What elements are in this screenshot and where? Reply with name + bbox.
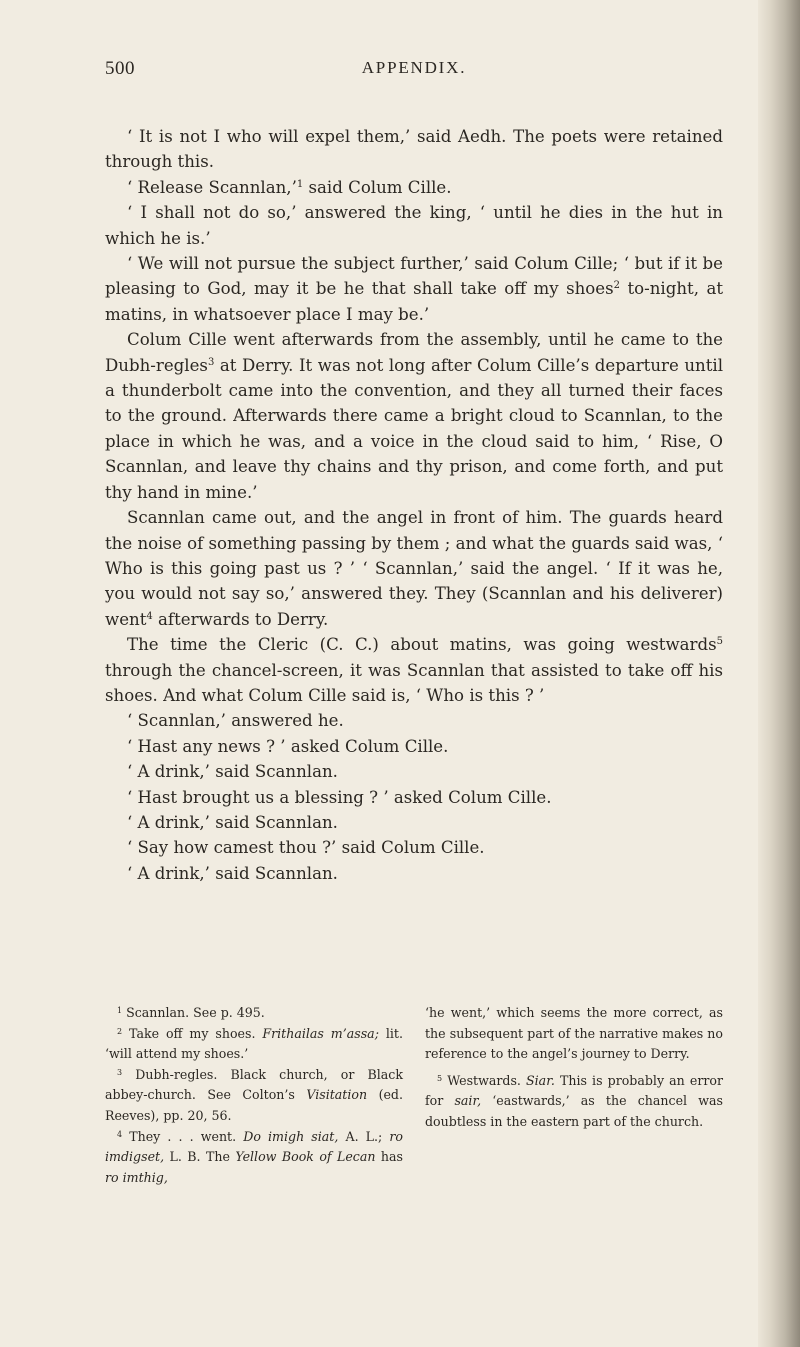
page-header	[105, 58, 723, 84]
paragraph: ‘ A drink,’ said Scannlan.	[127, 762, 338, 782]
running-head: APPENDIX.	[361, 58, 467, 77]
page-gutter-shadow	[758, 0, 800, 1347]
footnote-ref: 2	[613, 280, 620, 292]
footnote-ref: 1	[296, 178, 304, 190]
paragraph: The time the Cleric (C. C.) about matins, was going westwards$^5$ through the chancel-screen, it was Scannlan that assisted to take off his shoes. And what Colum Cille said is, ‘ Who is this ? ’	[105, 635, 723, 705]
footnote-1: $^1$ Scannlan. See p. 495.	[117, 1005, 265, 1020]
footnote-ref: 5	[716, 636, 723, 648]
footnote-2: $^2$ Take off my shoes. Frithailas m’assa; lit. ‘will attend my shoes.’	[105, 1025, 403, 1062]
paragraph: ‘ Release Scannlan,’$^1$ said Colum Cille.	[127, 177, 452, 197]
footnote-ref: 3	[207, 356, 215, 368]
body-text	[105, 124, 723, 886]
footnote-ref: 4	[146, 610, 153, 622]
paragraph: Colum Cille went afterwards from the assembly, until he came to the Dubh-regles$^3$ at Derry. It was not long after Colum Cille’s departure until a thunderbolt came into the convention, and they all turned their faces to the ground. Afterwards there came a bright cloud to Scannlan, to the place in which he was, and a voice in the cloud said to him, ‘ Rise, O Scannlan, and leave thy chains and thy prison, and come forth, and put thy hand in mine.’	[105, 330, 723, 502]
footnotes-right-column	[425, 1003, 723, 1188]
footnotes	[105, 1003, 723, 1188]
paragraph: ‘ It is not I who will expel them,’ said Aedh. The poets were retained through this.	[105, 127, 723, 172]
footnote-4-continued: ‘he went,’ which seems the more correct, as the subsequent part of the narrative makes no reference to the angel’s journey to Derry.	[425, 1005, 723, 1062]
footnote-3: $^3$ Dubh-regles. Black church, or Black abbey-church. See Colton’s Visitation (ed. Reeves), pp. 20, 56.	[105, 1066, 403, 1123]
paragraph: ‘ Hast brought us a blessing ? ’ asked Colum Cille.	[127, 787, 552, 807]
paragraph: ‘ I shall not do so,’ answered the king, ‘ until he dies in the hut in which he is.’	[105, 203, 723, 248]
page-number: 500	[105, 58, 135, 79]
footnotes-left-column	[105, 1003, 403, 1188]
paragraph: Scannlan came out, and the angel in front of him. The guards heard the noise of something passing by them ; and what the guards said was, ‘ Who is this going past us ? ’ ‘ Scannlan,’ said the angel. ‘ If it was he, you would not say so,’ answered they. They (Scannlan and his deliverer) went$^4$ afterwards to Derry.	[105, 508, 723, 629]
paragraph: ‘ A drink,’ said Scannlan.	[127, 812, 338, 832]
paragraph: ‘ Scannlan,’ answered he.	[127, 711, 344, 731]
footnote-4: $^4$ They . . . went. Do imigh siat, A. L.; ro imdigset, L. B. The Yellow Book of Lecan has ro imthig,	[105, 1128, 404, 1185]
paragraph: ‘ Say how camest thou ?’ said Colum Cille.	[127, 838, 485, 858]
paragraph: ‘ Hast any news ? ’ asked Colum Cille.	[127, 736, 449, 756]
paragraph: ‘ We will not pursue the subject further,’ said Colum Cille; ‘ but if it be pleasing to God, may it be he that shall take off my shoes$^2$ to-night, at matins, in whatsoever place I may be.’	[105, 254, 724, 324]
footnote-5: $^5$ Westwards. Siar. This is probably an error for sair, ‘eastwards,’ as the chancel was doubtless in the eastern part of the church.	[425, 1072, 723, 1129]
paragraph: ‘ A drink,’ said Scannlan.	[127, 863, 338, 883]
